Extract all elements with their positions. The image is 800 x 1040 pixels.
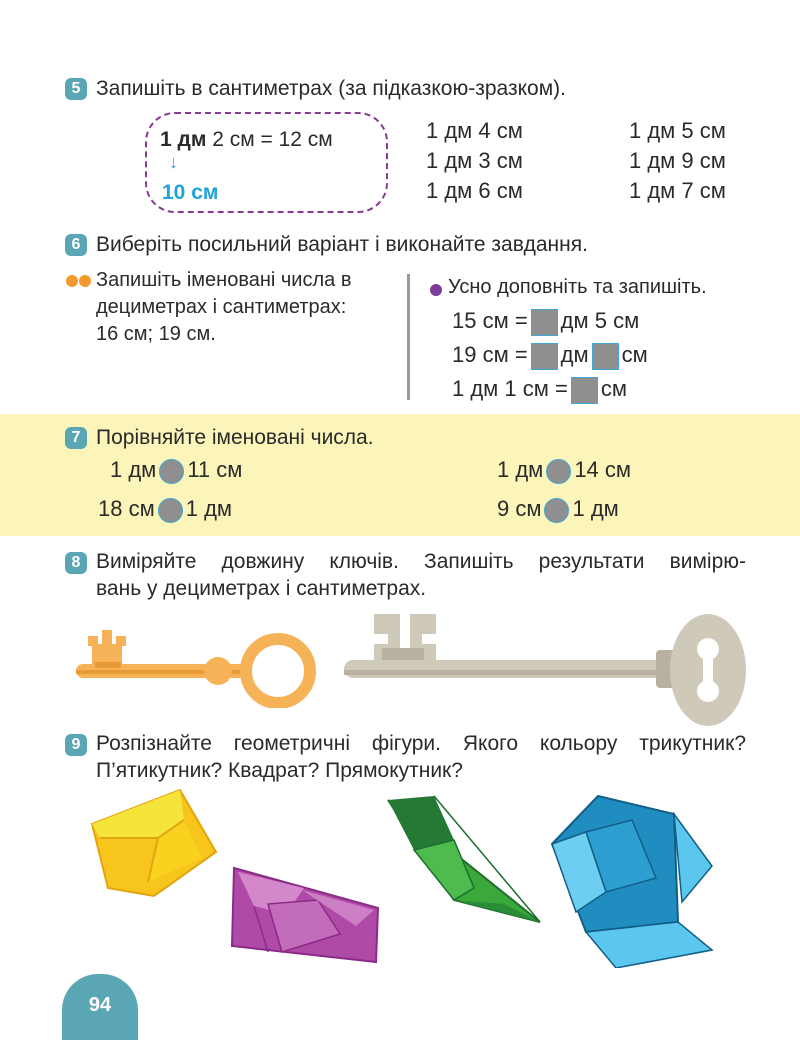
compare-text: 1 дм (497, 457, 544, 482)
compare-circle[interactable] (544, 498, 569, 523)
fill-in-row (452, 374, 627, 404)
fill-text: см (600, 376, 627, 401)
task-8-line: Виміряйте довжину ключів. Запишіть результати вимірю- (96, 550, 746, 573)
task-number-badge: 7 (65, 427, 87, 449)
compare-text: 1 дм (572, 496, 619, 521)
orange-key-icon (72, 622, 322, 708)
conversion-item: 1 дм 6 см (426, 178, 523, 203)
task-9-line: П’ятикутник? Квадрат? Прямокутник? (96, 759, 463, 782)
conversion-item: 1 дм 7 см (629, 178, 726, 203)
task-8-line: вань у дециметрах і сантиметрах. (96, 577, 427, 600)
sample-bold: 1 дм (160, 128, 207, 151)
compare-row (110, 455, 242, 485)
purple-rectangle-shape (228, 864, 382, 966)
task-6-left-line: Запишіть іменовані числа в (96, 269, 352, 291)
compare-text: 9 см (497, 496, 542, 521)
blue-square-shape (546, 792, 716, 968)
compare-circle[interactable] (158, 498, 183, 523)
conversion-item: 1 дм 5 см (629, 118, 726, 143)
compare-circle[interactable] (546, 459, 571, 484)
fill-in-row (452, 340, 648, 370)
compare-text: 1 дм (110, 457, 157, 482)
compare-row (497, 494, 619, 524)
yellow-pentagon-shape (88, 786, 218, 900)
compare-text: 14 см (574, 457, 632, 482)
green-triangle-shape (384, 792, 544, 926)
answer-box[interactable] (531, 343, 558, 370)
sample-converted: 10 см (162, 181, 219, 204)
fill-text: 19 см = (452, 342, 528, 367)
fill-text: дм (560, 342, 589, 367)
fill-text: дм 5 см (560, 308, 640, 333)
compare-text: 18 см (98, 496, 155, 521)
arrow-down-icon: ↓ (169, 152, 178, 172)
task-9-line: Розпізнайте геометричні фігури. Якого кольору трикутник? (96, 732, 746, 755)
task-number-badge: 8 (65, 552, 87, 574)
divider (407, 274, 410, 400)
fill-text: 1 дм 1 см = (452, 376, 568, 401)
task-number-badge: 6 (65, 234, 87, 256)
task-5-instruction: Запишіть в сантиметрах (за підказкою-зразком). (96, 77, 566, 100)
fill-text: см (621, 342, 648, 367)
task-number-badge: 9 (65, 734, 87, 756)
answer-box[interactable] (592, 343, 619, 370)
fill-text: 15 см = (452, 308, 528, 333)
page-number: 94 (62, 974, 138, 1040)
answer-box[interactable] (571, 377, 598, 404)
task-6-left-line: дециметрах і сантиметрах: (96, 296, 347, 318)
compare-row (98, 494, 232, 524)
task-7-instruction: Порівняйте іменовані числа. (96, 426, 374, 449)
compare-row (497, 455, 631, 485)
fill-in-row (452, 306, 639, 336)
one-dot-icon (430, 281, 442, 299)
sample-rest: 2 см = 12 см (206, 128, 333, 151)
conversion-item: 1 дм 3 см (426, 148, 523, 173)
compare-text: 11 см (187, 457, 243, 482)
task-6-left-line: 16 см; 19 см. (96, 323, 216, 345)
task-6-instruction: Виберіть посильний варіант і виконайте завдання. (96, 233, 588, 256)
conversion-item: 1 дм 9 см (629, 148, 726, 173)
gray-key-icon (342, 604, 752, 726)
task-6-right-title: Усно доповніть та запишіть. (448, 276, 707, 298)
compare-text: 1 дм (185, 496, 233, 521)
answer-box[interactable] (531, 309, 558, 336)
two-dots-icon (66, 272, 91, 290)
task-number-badge: 5 (65, 78, 87, 100)
conversion-item: 1 дм 4 см (426, 118, 523, 143)
compare-circle[interactable] (159, 459, 184, 484)
sample-line (160, 128, 333, 152)
